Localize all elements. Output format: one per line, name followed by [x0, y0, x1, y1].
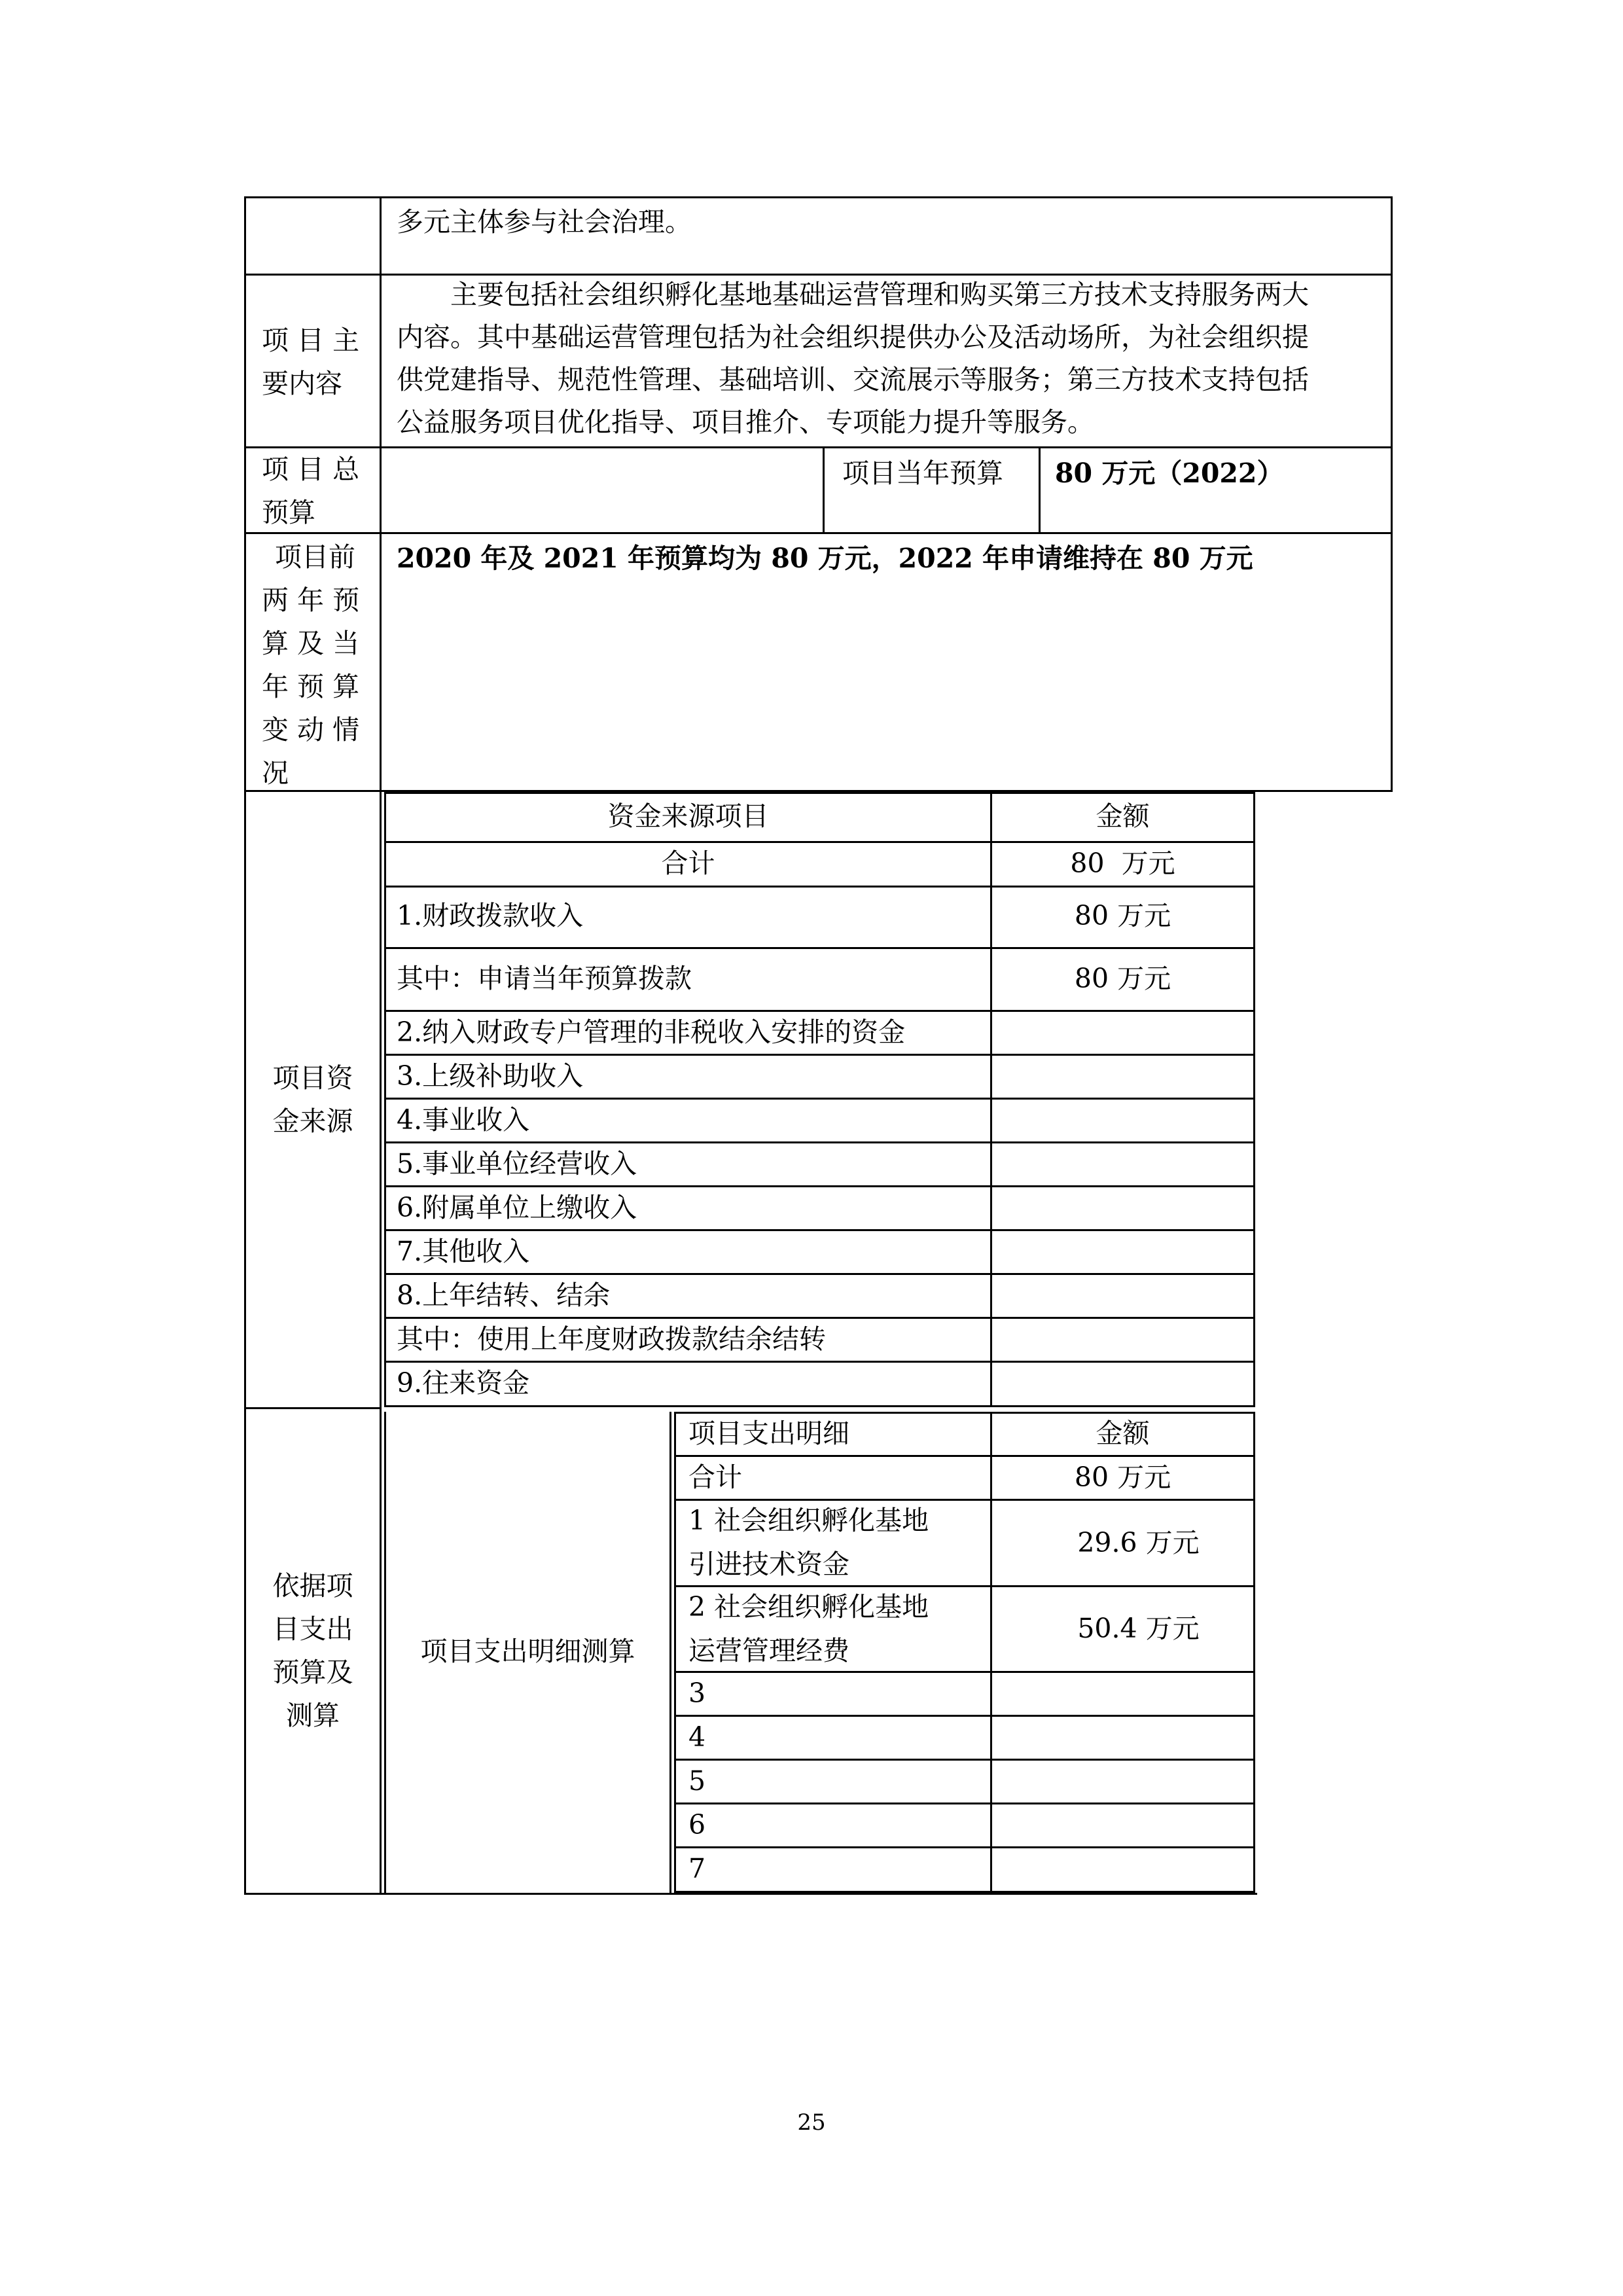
expenditure-row-item-line: 运营管理经费 — [688, 1635, 849, 1666]
current-year-budget-value: 80 万元（2022） — [1055, 457, 1284, 489]
fund-row-total-item: 合计 — [661, 848, 715, 879]
expenditure-label-line-1: 依据项 — [272, 1570, 353, 1602]
fund-row-item: 8.上年结转、结余 — [397, 1280, 611, 1311]
budget-change-text: 2020 年及 2021 年预算均为 80 万元，2022 年申请维持在 80 万元 — [397, 543, 1253, 574]
main-content-line-1: 主要包括社会组织孵化基地基础运营管理和购买第三方技术支持服务两大 — [450, 279, 1309, 310]
expenditure-sub-label: 项目支出明细测算 — [420, 1636, 635, 1667]
fund-sources-label-line-2: 金来源 — [272, 1105, 353, 1137]
expenditure-row-item-line: 2 社会组织孵化基地 — [688, 1591, 929, 1623]
fund-row-item: 7.其他收入 — [397, 1236, 530, 1267]
total-budget-label-line-1: 项 目 总 — [262, 454, 360, 485]
expenditure-label-line-4: 测算 — [286, 1700, 340, 1731]
fund-sources-label-line-1: 项目资 — [272, 1062, 353, 1094]
expenditure-row-item — [688, 1585, 929, 1673]
fund-row-item: 其中：申请当年预算拨款 — [397, 963, 692, 994]
page-number: 25 — [797, 2109, 826, 2136]
main-content-line-2: 内容。其中基础运营管理包括为社会组织提供办公及活动场所，为社会组织提 — [397, 321, 1309, 353]
fund-sources-header-amount: 金额 — [1096, 800, 1150, 832]
expenditure-row-item: 5 — [688, 1765, 706, 1797]
budget-change-label — [262, 535, 359, 795]
main-content-line-3: 供党建指导、规范性管理、基础培训、交流展示等服务；第三方技术支持包括 — [397, 364, 1309, 395]
expenditure-row-amount: 29.6 万元 — [1077, 1527, 1200, 1558]
main-content-line-4: 公益服务项目优化指导、项目推介、专项能力提升等服务。 — [397, 406, 1094, 438]
main-content-label — [262, 319, 359, 405]
budget-change-label-line-4: 年 预 算 — [262, 671, 360, 702]
budget-change-label-line-6: 况 — [262, 757, 289, 789]
expenditure-row-item: 3 — [688, 1677, 706, 1709]
fund-row-item: 9.往来资金 — [397, 1367, 530, 1399]
fund-row-item: 其中：使用上年度财政拨款结余结转 — [397, 1323, 826, 1355]
fund-row-item: 6.附属单位上缴收入 — [397, 1192, 637, 1223]
fund-row-amount: 80 万元 — [1074, 963, 1171, 994]
expenditure-row-item: 7 — [688, 1853, 706, 1884]
fund-row-total-amount: 80 万元 — [1070, 848, 1175, 879]
current-year-budget-label: 项目当年预算 — [842, 457, 1003, 489]
fund-row-item: 2.纳入财政专户管理的非税收入安排的资金 — [397, 1016, 906, 1048]
fund-row-item: 3.上级补助收入 — [397, 1060, 584, 1092]
budget-change-label-line-5: 变 动 情 — [262, 714, 360, 745]
expenditure-row-item-line: 1 社会组织孵化基地 — [688, 1505, 929, 1536]
expenditure-row-total-item: 合计 — [688, 1462, 742, 1493]
budget-change-label-line-2: 两 年 预 — [262, 584, 360, 616]
expenditure-row-item-line: 引进技术资金 — [688, 1549, 849, 1580]
expenditure-row-item — [688, 1499, 929, 1587]
fund-row-item: 5.事业单位经营收入 — [397, 1148, 637, 1179]
expenditure-row-amount: 50.4 万元 — [1077, 1613, 1200, 1644]
expenditure-label — [246, 1564, 380, 1737]
expenditure-row-item: 6 — [688, 1809, 706, 1840]
main-content-label-line-1: 项 目 主 — [262, 325, 360, 356]
expenditure-row-item: 4 — [688, 1721, 706, 1753]
main-content-text — [397, 274, 1385, 444]
budget-change-label-line-3: 算 及 当 — [262, 628, 360, 659]
fund-row-item: 1.财政拨款收入 — [397, 900, 584, 931]
fund-row-item: 4.事业收入 — [397, 1104, 530, 1136]
fund-sources-label — [246, 1056, 380, 1143]
fund-row-amount: 80 万元 — [1074, 900, 1171, 931]
fund-sources-header-item: 资金来源项目 — [607, 800, 769, 832]
main-content-label-line-2: 要内容 — [262, 368, 342, 399]
budget-change-label-line-1: 项目前 — [275, 541, 355, 573]
expenditure-header-item: 项目支出明细 — [688, 1418, 849, 1449]
continued-text: 多元主体参与社会治理。 — [397, 206, 692, 238]
expenditure-label-line-2: 目支出 — [272, 1613, 353, 1645]
expenditure-header-amount: 金额 — [1096, 1418, 1150, 1449]
expenditure-row-total-amount: 80 万元 — [1074, 1462, 1171, 1493]
expenditure-label-line-3: 预算及 — [272, 1657, 353, 1688]
total-budget-label — [262, 448, 359, 534]
total-budget-label-line-2: 预算 — [262, 497, 315, 528]
